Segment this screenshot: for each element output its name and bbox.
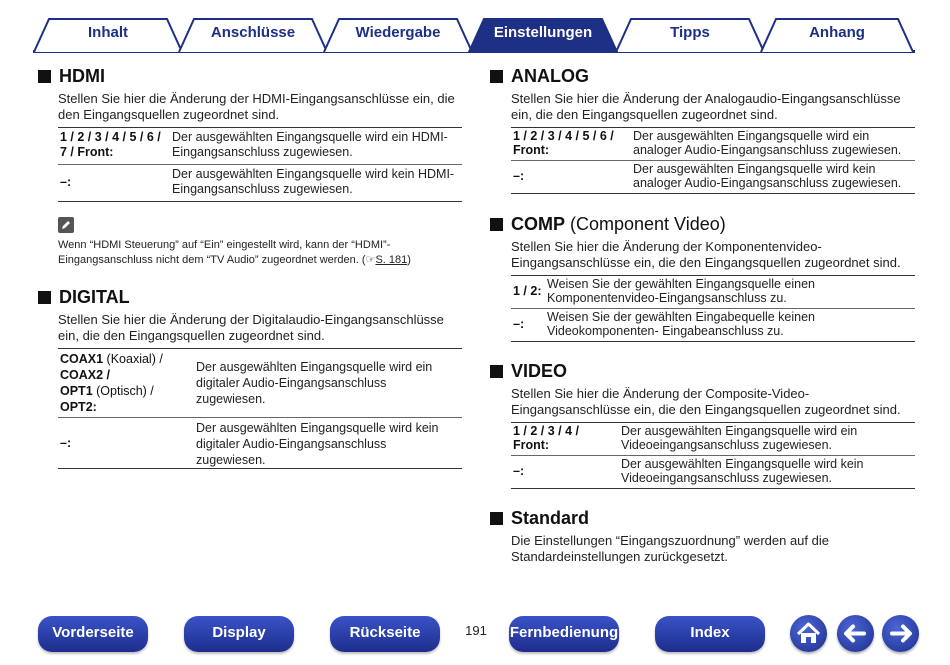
standard-description: Die Einstellungen “Eingangszuordnung” werden auf die Standardeinstellungen zurückgesetzt. — [511, 533, 829, 564]
row-key: 1 / 2: — [513, 284, 542, 298]
row-key: –: — [513, 169, 525, 183]
tab-tipps[interactable] — [615, 17, 765, 53]
row-key: 1 / 2 / 3 / 4 / Front: — [513, 424, 580, 452]
row-key: 1 / 2 / 3 / 4 / 5 / 6 / 7 / Front: — [60, 130, 161, 159]
table-row — [511, 456, 915, 488]
row-value: Der ausgewählten Eingangsquelle wird ein analoger Audio-Eingangsanschluss zugewiesen. — [633, 129, 902, 157]
arrow-right-icon[interactable] — [882, 615, 919, 652]
table-row — [511, 161, 915, 193]
row-value: Der ausgewählten Eingangsquelle wird ein HDMI-Eingangsanschluss zugewiesen. — [172, 130, 448, 159]
pencil-note-icon — [58, 217, 74, 233]
row-value: Der ausgewählten Eingangsquelle wird ein digitaler Audio-Eingangsanschluss zugewiesen. — [196, 360, 433, 406]
tab-label: Anschlüsse — [210, 24, 296, 41]
table-row — [511, 309, 915, 341]
row-key: –: — [60, 175, 72, 189]
tab-label: Wiedergabe — [355, 24, 441, 41]
hdmi-description: Stellen Sie hier die Änderung der HDMI-Eingangsanschlüsse ein, die den Eingangsquellen zugeordnet sind. — [58, 91, 455, 122]
tab-label: Einstellungen — [493, 24, 593, 41]
tab-anhang[interactable] — [760, 17, 914, 53]
table-row — [58, 128, 462, 165]
table-row — [511, 423, 915, 456]
row-value: Weisen Sie der gewählten Eingabequelle keinen Videokomponenten- Eingabeanschluss zu. — [547, 310, 816, 338]
row-value: Der ausgewählten Eingangsquelle wird kein digitaler Audio-Eingangsanschluss zugewiesen. — [196, 421, 439, 467]
bullet-square-icon — [490, 70, 503, 83]
table-row — [58, 418, 462, 468]
bullet-square-icon — [490, 365, 503, 378]
video-description: Stellen Sie hier die Änderung der Composite-Video-Eingangsanschlüsse ein, die den Eingangsquellen zugeordnet sind. — [511, 386, 901, 417]
nav-button-fernbedienung[interactable]: Fernbedienung — [509, 616, 619, 652]
page-ref-icon: ☞ — [365, 254, 376, 266]
arrow-left-icon[interactable] — [837, 615, 874, 652]
nav-button-index[interactable]: Index — [655, 616, 765, 652]
digital-description: Stellen Sie hier die Änderung der Digitalaudio-Eingangsanschlüsse ein, die den Eingangsquellen zugeordnet sind. — [58, 312, 444, 343]
digital-table — [58, 348, 462, 469]
tab-inhalt[interactable] — [33, 17, 183, 53]
page-number: 191 — [465, 623, 487, 638]
row-value: Weisen Sie der gewählten Eingangsquelle einen Komponentenvideo-Eingangsanschluss zu. — [547, 277, 816, 305]
analog-description: Stellen Sie hier die Änderung der Analogaudio-Eingangsanschlüsse ein, die den Eingangsquellen zugeordnet sind. — [511, 91, 901, 122]
row-key: –: — [513, 464, 525, 478]
comp-description: Stellen Sie hier die Änderung der Komponentenvideo-Eingangsanschlüsse ein, die den Eingangsquellen zugeordnet sind. — [511, 239, 901, 270]
hdmi-heading: HDMI — [38, 66, 105, 87]
video-table — [511, 422, 915, 489]
chapter-tabs — [0, 0, 950, 56]
tab-label: Inhalt — [88, 24, 128, 41]
row-value: Der ausgewählten Eingangsquelle wird kein Videoeingangsanschluss zugewiesen. — [621, 457, 864, 485]
hdmi-note: Wenn “HDMI Steuerung” auf “Ein” eingestellt wird, kann der “HDMI”-Eingangsanschluss nicht dem “TV Audio” zugeordnet werden. (☞S. 181) — [58, 239, 411, 266]
hdmi-table — [58, 127, 462, 202]
nav-button-display[interactable]: Display — [184, 616, 294, 652]
nav-button-vorderseite[interactable]: Vorderseite — [38, 616, 148, 652]
video-heading: VIDEO — [490, 361, 567, 382]
table-row — [58, 349, 462, 418]
row-key: 1 / 2 / 3 / 4 / 5 / 6 / Front: — [513, 129, 614, 157]
bullet-square-icon — [38, 70, 51, 83]
table-row — [511, 276, 915, 309]
row-value: Der ausgewählten Eingangsquelle wird kein analoger Audio-Eingangsanschluss zugewiesen. — [633, 162, 902, 190]
row-key: –: — [513, 317, 525, 331]
row-value: Der ausgewählten Eingangsquelle wird ein Videoeingangsanschluss zugewiesen. — [621, 424, 858, 452]
home-icon[interactable] — [790, 615, 827, 652]
tab-einstellungen[interactable] — [468, 17, 618, 53]
digital-heading: DIGITAL — [38, 287, 130, 308]
nav-button-rueckseite[interactable]: Rückseite — [330, 616, 440, 652]
tab-wiedergabe[interactable] — [323, 17, 473, 53]
comp-table — [511, 275, 915, 342]
page-ref-link[interactable]: S. 181 — [375, 254, 408, 266]
standard-heading: Standard — [490, 508, 589, 529]
table-row — [58, 165, 462, 201]
row-value: Der ausgewählten Eingangsquelle wird kein HDMI-Eingangsanschluss zugewiesen. — [172, 167, 455, 196]
analog-heading: ANALOG — [490, 66, 589, 87]
bullet-square-icon — [490, 218, 503, 231]
bullet-square-icon — [490, 512, 503, 525]
analog-table — [511, 127, 915, 194]
tab-label: Tipps — [670, 24, 710, 41]
comp-heading: COMP (Component Video) — [490, 214, 726, 235]
row-key: COAX1 (Koaxial) / COAX2 / OPT1 (Optisch) / OPT2: — [60, 352, 163, 414]
bullet-square-icon — [38, 291, 51, 304]
row-key: –: — [60, 436, 72, 450]
table-row — [511, 128, 915, 161]
tab-anschluesse[interactable] — [178, 17, 328, 53]
tab-label: Anhang — [809, 24, 865, 41]
